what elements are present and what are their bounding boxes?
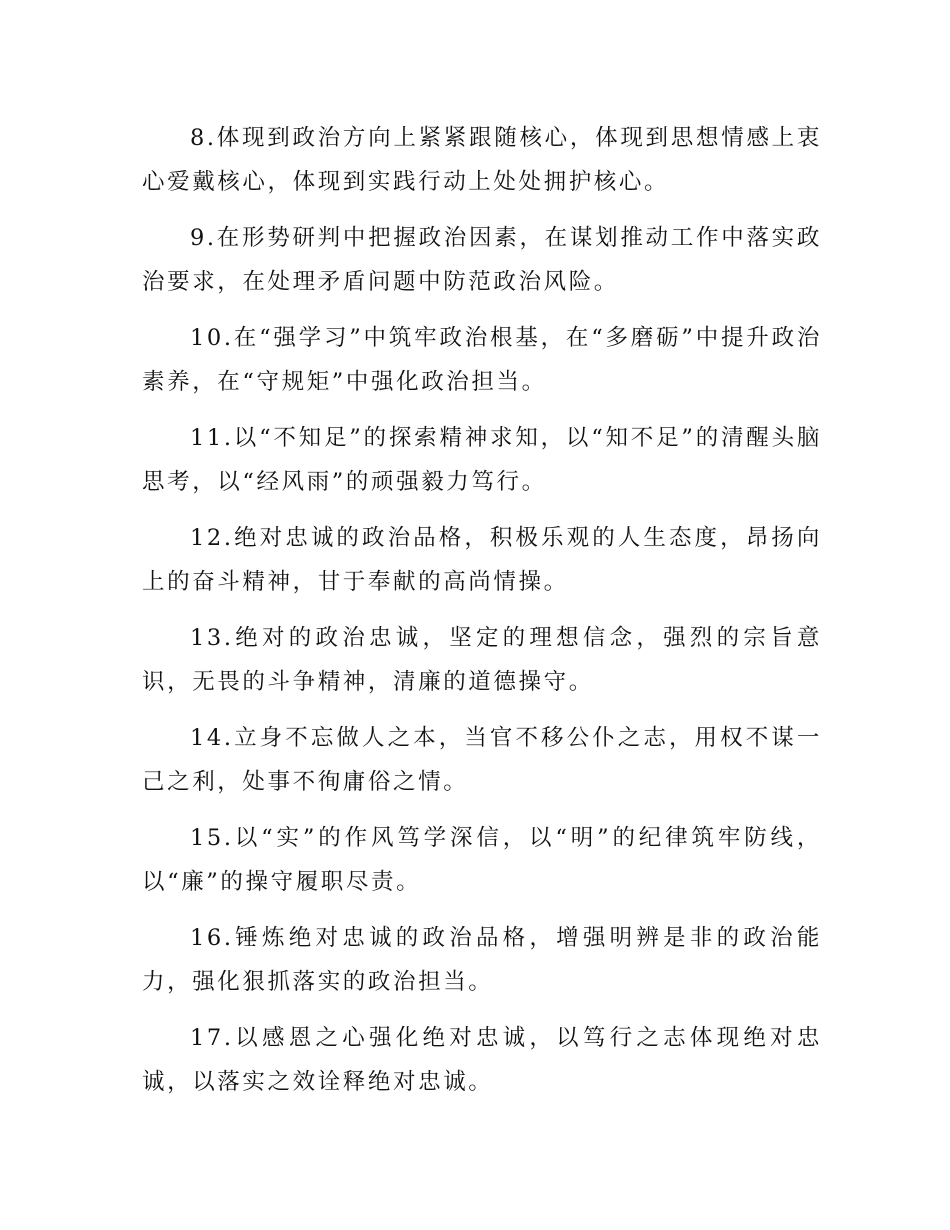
paragraph-17: 17.以感恩之心强化绝对忠诚，以笃行之志体现绝对忠诚，以落实之效诠释绝对忠诚。	[142, 1025, 822, 1095]
paragraph-12: 12.绝对忠诚的政治品格，积极乐观的人生态度，昂扬向上的奋斗精神，甘于奉献的高尚情操。	[142, 525, 822, 595]
paragraph-10: 10.在“强学习”中筑牢政治根基，在“多磨砺”中提升政治素养，在“守规矩”中强化政治担当。	[142, 325, 822, 395]
paragraph-11: 11.以“不知足”的探索精神求知，以“知不足”的清醒头脑思考，以“经风雨”的顽强毅力笃行。	[142, 425, 822, 495]
document-body	[142, 116, 822, 1116]
paragraph-15: 15.以“实”的作风笃学深信，以“明”的纪律筑牢防线，以“廉”的操守履职尽责。	[142, 825, 822, 895]
paragraph-9: 9.在形势研判中把握政治因素，在谋划推动工作中落实政治要求，在处理矛盾问题中防范政治风险。	[142, 225, 822, 295]
paragraph-8: 8.体现到政治方向上紧紧跟随核心，体现到思想情感上衷心爱戴核心，体现到实践行动上处处拥护核心。	[142, 125, 822, 195]
paragraph-14: 14.立身不忘做人之本，当官不移公仆之志，用权不谋一己之利，处事不徇庸俗之情。	[142, 725, 822, 795]
paragraph-16: 16.锤炼绝对忠诚的政治品格，增强明辨是非的政治能力，强化狠抓落实的政治担当。	[142, 925, 822, 995]
paragraph-13: 13.绝对的政治忠诚，坚定的理想信念，强烈的宗旨意识，无畏的斗争精神，清廉的道德操守。	[142, 625, 822, 695]
